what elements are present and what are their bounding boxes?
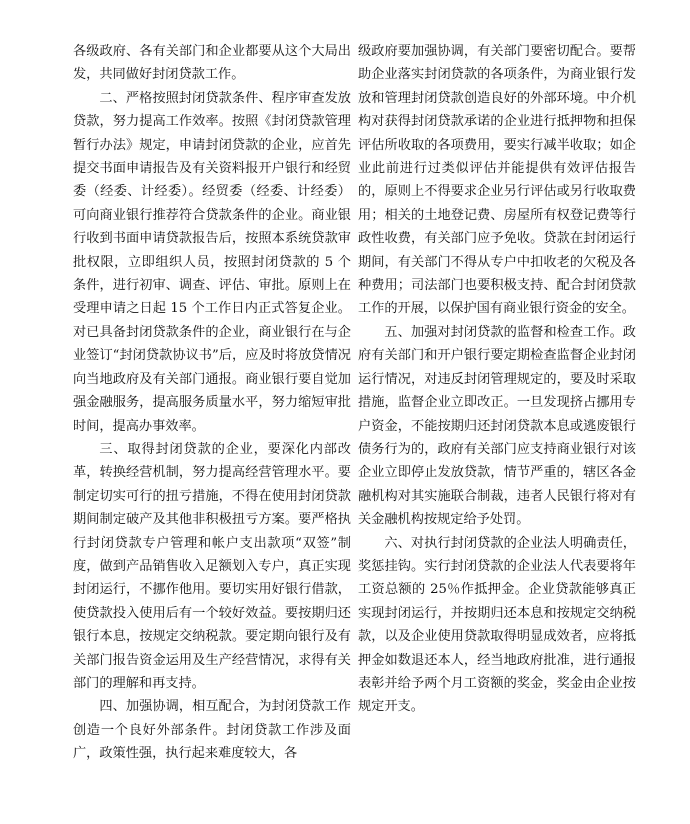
paragraph-section-5: 五、加强对封闭贷款的监督和检查工作。政府有关部门和开户银行要定期检查监督企业封闭运行情况，对违反封闭管理规定的，要及时采取措施，监督企业立即改正。一旦发现挤占挪用专户资金，不能按期归还封闭贷款本息或逃废银行债务行为的，政府有关部门应支持商业银行对该企业立即停止发放贷款，情节严重的，辖区各金融机构对其实施联合制裁，违者人民银行将对有关金融机构按规定给予处罚。	[358, 324, 636, 528]
paragraph-intro-continuation: 各级政府、各有关部门和企业都要从这个大局出发，共同做好封闭贷款工作。	[73, 44, 351, 83]
paragraph-section-4-continuation: 级政府要加强协调，有关部门要密切配合。要帮助企业落实封闭贷款的各项条件，为商业银行发放和管理封闭贷款创造良好的外部环境。中介机构对获得封闭贷款承诺的企业进行抵押物和担保评估所收取的各项费用，要实行减半收取；如企业此前进行过类似评估并能提供有效评估报告的，原则上不得要求企业另行评估或另行收取费用；相关的土地登记费、房屋所有权登记费等行政性收费，有关部门应予免收。贷款在封闭运行期间，有关部门不得从专户中扣收老的欠税及各种费用；司法部门也要积极支持、配合封闭贷款工作的开展，以保护国有商业银行资金的安全。	[358, 44, 636, 317]
left-column	[73, 40, 351, 766]
paragraph-section-3: 三、取得封闭贷款的企业，要深化内部改革，转换经营机制，努力提高经营管理水平。要制定切实可行的扭亏措施，不得在使用封闭贷款期间制定破产及其他非积极扭亏方案。要严格执行封闭贷款专户管理和帐户支出款项“双签”制度，做到产品销售收入足额划入专户，真正实现封闭运行，不挪作他用。要切实用好银行借款，使贷款投入使用后有一个较好效益。要按期归还银行本息，按规定交纳税款。要定期向银行及有关部门报告资金运用及生产经营情况，求得有关部门的理解和再支持。	[73, 441, 351, 691]
paragraph-section-6: 六、对执行封闭贷款的企业法人明确责任，奖惩挂钩。实行封闭贷款的企业法人代表要将年工资总额的 25％作抵押金。企业贷款能够真正实现封闭运行，并按期归还本息和按规定交纳税款，以及企业使用贷款取得明显成效者，应将抵押金如数退还本人，经当地政府批准，进行通报表彰并给予两个月工资额的奖金，奖金由企业按规定开支。	[358, 535, 636, 715]
paragraph-section-4-start: 四、加强协调，相互配合，为封闭贷款工作创造一个良好外部条件。封闭贷款工作涉及面广，政策性强，执行起来难度较大，各	[73, 699, 351, 762]
paragraph-section-2: 二、严格按照封闭贷款条件、程序审查发放贷款，努力提高工作效率。按照《封闭贷款管理暂行办法》规定，申请封闭贷款的企业，应首先提交书面申请报告及有关资料报开户银行和经贸委（经委、计经委）。经贸委（经委、计经委）可向商业银行推荐符合贷款条件的企业。商业银行收到书面申请贷款报告后，按照本系统贷款审批权限，立即组织人员，按照封闭贷款的 5 个条件，进行初审、调查、评估、审批。原则上在受理申请之日起 15 个工作日内正式答复企业。对已具备封闭贷款条件的企业，商业银行在与企业签订“封闭贷款协议书”后，应及时将放贷情况向当地政府及有关部门通报。商业银行要自觉加强金融服务，提高服务质量水平，努力缩短审批时间，提高办事效率。	[73, 90, 351, 434]
right-column	[358, 40, 636, 719]
